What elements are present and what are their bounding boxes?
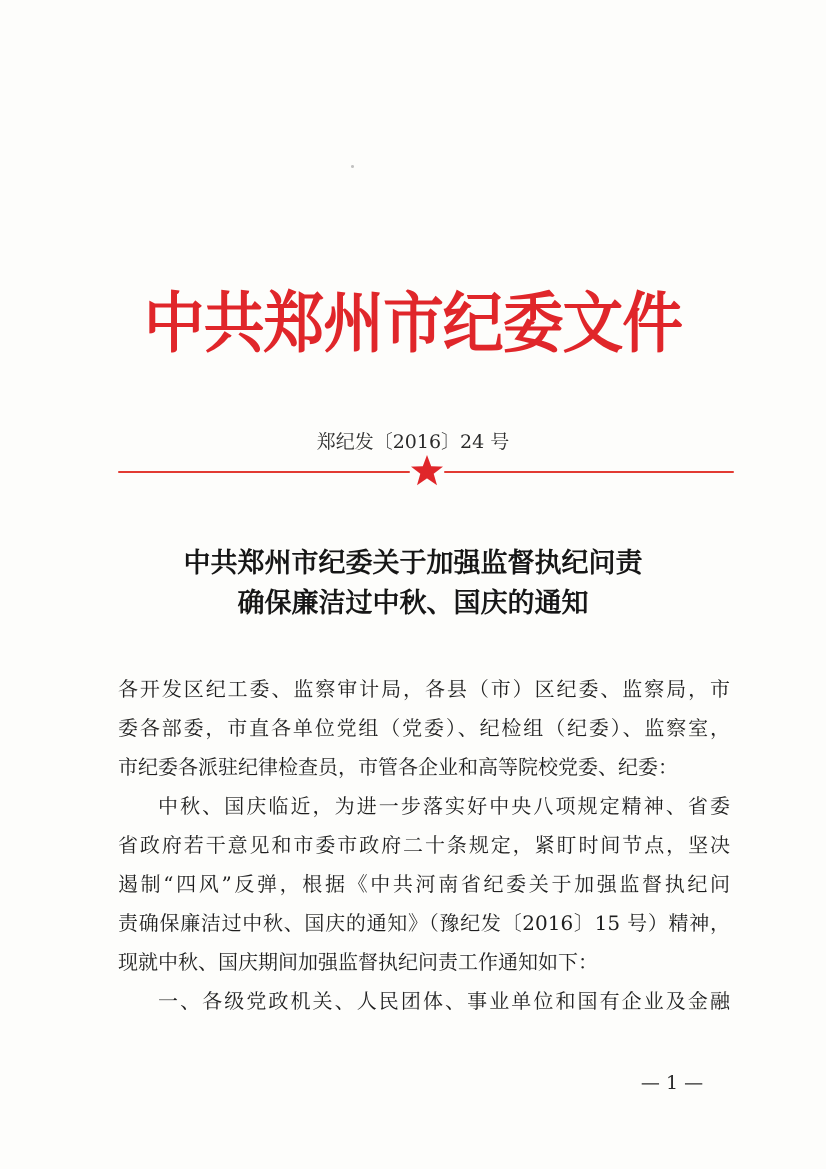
red-rule-right [444, 471, 734, 473]
addressee-line-1: 各开发区纪工委、监察审计局，各县（市）区纪委、监察局，市 [118, 677, 730, 701]
paragraph-1-line-4: 责确保廉洁过中秋、国庆的通知》（豫纪发〔2016〕15 号）精神， [118, 911, 730, 935]
paragraph-1-line-2: 省政府若干意见和市委市政府二十条规定，紧盯时间节点，坚决 [118, 833, 730, 857]
paragraph-1-line-3: 遏制“四风”反弹，根据《中共河南省纪委关于加强监督执纪问 [118, 872, 730, 896]
paragraph-1-line-1: 中秋、国庆临近，为进一步落实好中央八项规定精神、省委 [158, 794, 730, 818]
scan-speck [351, 165, 354, 168]
red-rule-left [118, 471, 410, 473]
addressee-line-3: 市纪委各派驻纪律检查员，市管各企业和高等院校党委、纪委： [118, 755, 678, 779]
notice-title-line-1: 中共郑州市纪委关于加强监督执纪问责 [183, 548, 643, 579]
document-number: 郑纪发〔2016〕24 号 [316, 431, 510, 453]
notice-title-line-2: 确保廉洁过中秋、国庆的通知 [237, 588, 589, 619]
red-star-icon [409, 453, 445, 489]
paragraph-2-line-1: 一、各级党政机关、人民团体、事业单位和国有企业及金融 [158, 989, 730, 1013]
masthead-title: 中共郑州市纪委文件 [143, 284, 683, 362]
paragraph-1-line-5: 现就中秋、国庆期间加强监督执纪问责工作通知如下： [118, 950, 598, 974]
page-number: — 1 — [640, 1072, 704, 1094]
addressee-line-2: 委各部委，市直各单位党组（党委）、纪检组（纪委）、监察室， [118, 716, 730, 740]
